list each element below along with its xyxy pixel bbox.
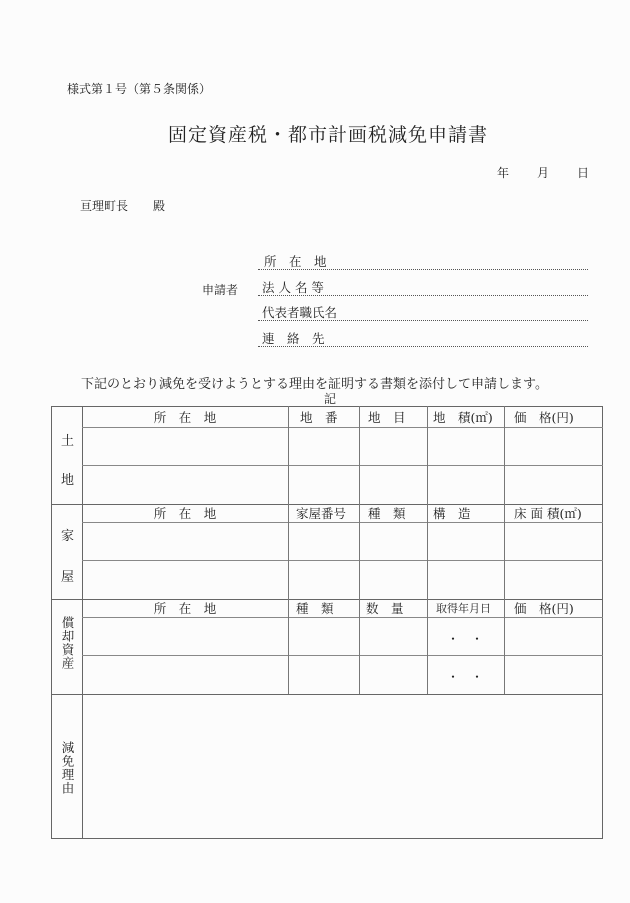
land-header-location: 所 在 地 [153, 409, 217, 425]
date-day-label: 日 [577, 166, 590, 180]
statement-text: 下記のとおり減免を受けようとする理由を証明する書類を添付して申請します。 [81, 377, 548, 392]
applicant-label: 申請者 [202, 283, 239, 297]
date-year-label: 年 [497, 166, 510, 180]
depreciable-entry-rows[interactable] [83, 618, 603, 694]
land-header-lot-number: 地 番 [300, 409, 338, 425]
house-header-house-number: 家屋番号 [296, 506, 347, 521]
applicant-address-label: 所 在 地 [264, 254, 327, 269]
addressee-name: 亘理町長 [80, 199, 129, 213]
acquired-date-placeholder-2: ・ ・ [447, 670, 484, 684]
page-title: 固定資産税・都市計画税減免申請書 [168, 124, 489, 146]
land-header-area: 地 積(㎡) [433, 409, 493, 425]
house-label-char-2: 屋 [61, 570, 75, 585]
house-label-char-1: 家 [61, 529, 75, 544]
land-label-char-2: 地 [61, 473, 75, 488]
depreciable-header-acquired-date: 取得年月日 [436, 602, 491, 615]
form-number: 様式第１号（第５条関係） [67, 82, 212, 96]
land-header-price: 価 格(円) [514, 409, 574, 425]
depreciable-header-location: 所 在 地 [153, 601, 217, 616]
house-header-structure: 構 造 [433, 506, 471, 521]
applicant-corporate-name-field[interactable] [258, 278, 588, 296]
house-header-type: 種 類 [368, 506, 406, 521]
reason-label: 減免理由 [60, 741, 75, 795]
depreciable-header-quantity: 数 量 [366, 601, 404, 616]
house-header-location: 所 在 地 [153, 506, 217, 521]
applicant-contact-label: 連 絡 先 [262, 331, 325, 346]
depreciable-header-type: 種 類 [296, 601, 334, 616]
house-entry-rows[interactable] [83, 523, 603, 599]
addressee-honorific: 殿 [153, 199, 166, 213]
depreciable-header-price: 価 格(円) [514, 601, 574, 616]
land-header-land-category: 地 目 [368, 409, 406, 425]
land-entry-rows[interactable] [83, 428, 603, 504]
applicant-representative-label: 代表者職氏名 [262, 305, 338, 320]
reason-textarea[interactable] [83, 695, 602, 838]
applicant-address-field[interactable] [258, 252, 588, 270]
ki-label: 記 [324, 392, 337, 406]
applicant-corporate-name-label: 法 人 名 等 [262, 280, 324, 295]
applicant-contact-field[interactable] [258, 329, 588, 347]
land-label-char-1: 土 [61, 434, 75, 449]
applicant-representative-field[interactable] [258, 303, 588, 321]
depreciable-assets-label: 償却資産 [60, 616, 75, 670]
house-header-floor-area: 床 面 積(㎡) [514, 506, 582, 521]
date-month-label: 月 [537, 166, 550, 180]
acquired-date-placeholder-1: ・ ・ [447, 632, 484, 646]
